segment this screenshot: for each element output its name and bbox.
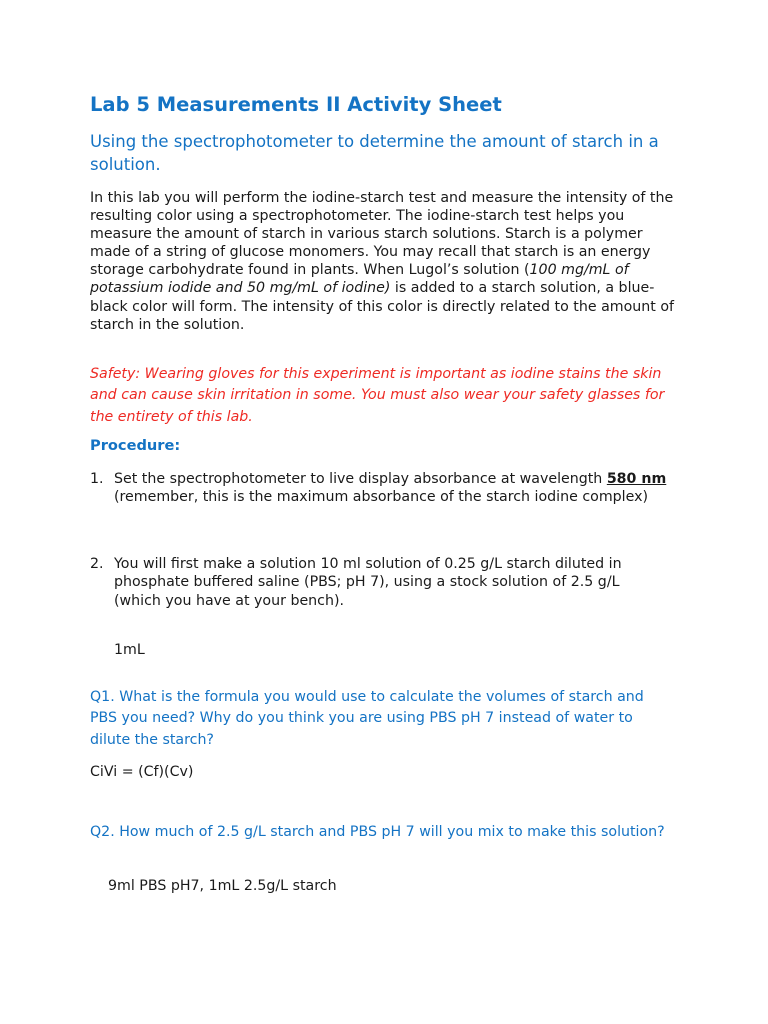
document-subtitle: Using the spectrophotometer to determine the amount of starch in a solution.	[90, 132, 659, 174]
intro-text-end: is added to a starch solution, a blue-black color will form. The intensity of this color is directly related to the amount of starch in the solution.	[90, 280, 675, 333]
procedure-step-2	[90, 555, 670, 610]
safety-note: Safety: Wearing gloves for this experiment is important as iodine stains the skin and can cause skin irritation in some. You must also wear your safety glasses for the entirety of this lab.	[90, 366, 665, 425]
step-text	[114, 470, 670, 507]
question-2: Q2. How much of 2.5 g/L starch and PBS pH 7 will you mix to make this solution?	[90, 824, 665, 840]
document-title: Lab 5 Measurements II Activity Sheet	[90, 93, 502, 116]
procedure-heading: Procedure:	[90, 437, 181, 454]
intro-paragraph	[90, 189, 680, 334]
answer-1: CiVi = (Cf)(Cv)	[90, 764, 194, 780]
procedure-step-1	[90, 470, 670, 507]
intro-text-italic: 100 mg/mL of potassium iodide and 50 mg/mL of iodine)	[90, 262, 629, 297]
step-text-end: (remember, this is the maximum absorbance of the starch iodine complex)	[114, 489, 649, 506]
step-2-answer: 1mL	[114, 642, 145, 658]
step-number: 2.	[90, 556, 104, 572]
intro-text-start: In this lab you will perform the iodine-starch test and measure the intensity of the resulting color using a spectrophotometer. The iodine-starch test helps you measure the amount of starch in various starch solutions. Starch is a polymer made of a string of glucose monomers. You may recall that starch is an energy storage carbohydrate found in plants. When Lugol’s solution (	[90, 190, 674, 279]
answer-2: 9ml PBS pH7, 1mL 2.5g/L starch	[108, 878, 337, 894]
step-text-start: Set the spectrophotometer to live display absorbance at wavelength	[114, 471, 607, 487]
step-text: You will first make a solution 10 ml solution of 0.25 g/L starch diluted in phosphate buffered saline (PBS; pH 7), using a stock solution of 2.5 g/L (which you have at your bench).	[114, 556, 622, 609]
wavelength-value: 580 nm	[606, 471, 667, 487]
step-number: 1.	[90, 471, 104, 487]
question-1: Q1. What is the formula you would use to calculate the volumes of starch and PBS you need? Why do you think you are using PBS pH 7 instead of water to dilute the starch?	[90, 689, 644, 748]
